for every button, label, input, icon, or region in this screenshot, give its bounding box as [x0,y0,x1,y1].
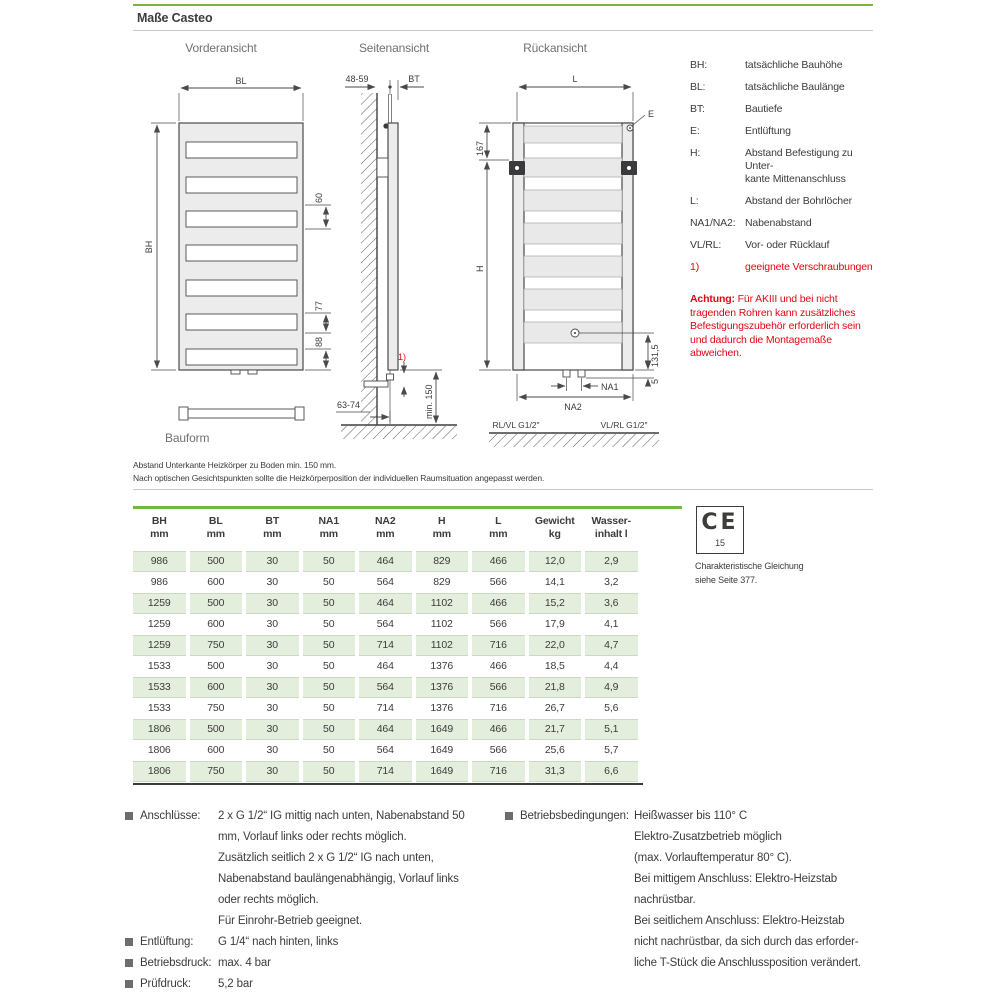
table-cell: 50 [323,618,335,630]
label-rlvl: RL/VL G1/2″ [492,420,540,430]
legend-item [690,81,875,94]
page-title: Maße Casteo [137,11,213,25]
table-cell: 4,7 [585,635,638,656]
legend-desc [745,239,875,252]
spec-value-line: nicht nachrüstbar, da sich durch das erforder- [634,936,859,948]
table-cell: 30 [246,761,299,782]
legend-desc [745,261,875,274]
dim-label-88: 88 [314,336,324,347]
legend-desc [745,217,875,230]
table-cell: 466 [472,551,525,572]
table-cell: 12,0 [529,551,582,572]
header-line-2: mm [376,528,395,540]
table-cell: 1102 [416,593,469,614]
bullet-square-icon [125,812,133,820]
table-cell: 30 [246,635,299,656]
label-vlrl: VL/RL G1/2″ [600,420,648,430]
table-cell: 30 [266,744,278,756]
table-row [133,572,643,593]
technical-drawings [120,60,690,450]
spec-value-line: Heißwasser bis 110° C [634,810,748,822]
header-line-1: L [495,515,502,527]
legend-item [690,239,875,252]
legend-item [690,59,875,72]
legend-term: BT: [690,103,705,115]
table-cell: 464 [359,593,412,614]
dim-label-1315: 131,5 [650,344,660,367]
table-cell: 564 [376,744,394,756]
dim-label-5: 5 [650,378,660,384]
table-cell: 1102 [416,635,469,656]
table-cell: 1806 [133,761,186,782]
table-cell: 4,4 [604,660,619,672]
table-cell: 1649 [416,719,469,740]
table-cell: 716 [489,702,507,714]
table-cell: 566 [472,677,525,698]
header-divider [133,30,873,31]
header-line-2: mm [206,528,225,540]
table-cell: 50 [323,744,335,756]
spec-value [218,806,500,932]
table-cell: 716 [472,761,525,782]
table-cell: 600 [207,618,225,630]
spec-value-line: Zusätzlich seitlich 2 x G 1/2“ IG nach unten, [218,852,434,864]
table-cell: 829 [416,551,469,572]
header-line-2: mm [489,528,508,540]
table-cell: 500 [190,719,243,740]
dim-label-na2: NA2 [564,402,582,412]
ce-note-line: siehe Seite 377. [695,574,758,585]
table-row [133,635,643,656]
specs-column-left [125,806,500,995]
table-cell: 566 [489,744,507,756]
table-cell: 714 [359,761,412,782]
table-cell: 30 [246,719,299,740]
legend-desc-line: Bautiefe [745,103,783,115]
dim-label-e: E [648,109,655,119]
table-cell: 18,5 [544,660,565,672]
legend-desc-line: tatsächliche Bauhöhe [745,59,843,71]
table-cell: 30 [246,551,299,572]
top-accent-rule [133,4,873,6]
table-cell: 50 [303,551,356,572]
table-header-cell [416,515,469,541]
legend-desc-line: tatsächliche Baulänge [745,81,845,93]
table-cell: 30 [266,702,278,714]
table-cell: 564 [376,618,394,630]
header-line-1: Wasser- [591,515,631,527]
spec-label: Anschlüsse: [140,810,201,822]
table-header-cell [303,515,356,541]
legend-term: VL/RL: [690,239,722,251]
table-cell: 566 [489,618,507,630]
header-line-2: mm [432,528,451,540]
spec-label: Prüfdruck: [140,978,191,990]
dim-label-77: 77 [314,300,324,311]
spec-value-line: mm, Vorlauf links oder rechts möglich. [218,831,407,843]
table-row [133,551,643,572]
spec-label: Betriebsdruck: [140,957,212,969]
footnote-line: Nach optischen Gesichtspunkten sollte die Heizkörperposition der individuellen Raumsituation angepasst werden. [133,472,545,483]
dimensions-table [133,511,643,782]
spec-value-line: Für Einrohr-Betrieb geeignet. [218,915,362,927]
table-cell: 564 [359,677,412,698]
header-line-2: kg [548,528,561,540]
legend-term: E: [690,125,700,137]
table-cell: 5,7 [604,744,619,756]
table-cell: 750 [190,635,243,656]
table-cell: 466 [472,593,525,614]
table-cell: 21,7 [529,719,582,740]
table-cell: 4,9 [585,677,638,698]
table-row [133,614,643,635]
legend-desc-line: Nabenabstand [745,217,812,229]
dim-label-bl: BL [235,76,247,86]
header-line-2: mm [319,528,338,540]
table-cell: 1259 [147,618,171,630]
legend-term: L: [690,195,699,207]
table-cell: 714 [376,702,394,714]
table-cell: 986 [150,576,168,588]
table-cell: 50 [323,660,335,672]
table-cell: 50 [303,677,356,698]
table-row [133,677,643,698]
table-cell: 50 [303,719,356,740]
table-cell: 464 [359,551,412,572]
table-cell: 986 [133,551,186,572]
table-cell: 30 [246,593,299,614]
legend-term: H: [690,147,701,159]
table-cell: 1533 [147,702,171,714]
header-line-1: BL [208,515,223,527]
table-cell: 564 [376,576,394,588]
ce-mark-number: 15 [715,538,725,548]
table-cell: 1806 [147,744,171,756]
legend-term: 1) [690,261,700,273]
spec-value [218,974,500,995]
dim-label-167: 167 [475,140,485,156]
spec-label: Entlüftung: [140,936,194,948]
legend-item [690,147,875,186]
table-header-cell [472,515,525,541]
table-cell: 466 [489,660,507,672]
table-header-cell [133,515,186,541]
table-cell: 14,1 [544,576,565,588]
table-cell: 50 [323,576,335,588]
legend-item [690,103,875,116]
dim-label-60: 60 [314,192,324,203]
spec-value-line: Nabenabstand baulängenabhängig, Vorlauf links [218,873,459,885]
attention-text: Für AKIII und bei nicht tragenden Rohren kann zusätzliches Befestigungszubehör erforderlich sein und dadurch die Montagemaße abweichen. [690,293,861,359]
table-cell: 464 [359,719,412,740]
table-cell: 1649 [430,744,454,756]
table-cell: 750 [207,702,225,714]
table-cell: 31,3 [529,761,582,782]
table-row [133,593,643,614]
table-cell: 6,6 [585,761,638,782]
bullet-square-icon [125,938,133,946]
side-view-drawing [336,74,457,439]
spec-value-line: Bei mittigem Anschluss: Elektro-Heizstab [634,873,837,885]
spec-value [218,932,500,953]
section-divider [133,489,873,490]
table-cell: 2,9 [585,551,638,572]
legend-desc-line: Abstand Befestigung zu Unter- [745,147,853,172]
header-line-2: inhalt l [594,528,628,540]
table-cell: 15,2 [529,593,582,614]
table-header-cell [585,515,638,541]
spec-item [125,953,500,974]
back-view-title: Rückansicht [523,41,587,55]
bullet-square-icon [125,959,133,967]
header-line-1: BH [151,515,167,527]
table-cell: 1376 [430,702,454,714]
table-cell: 30 [266,660,278,672]
legend-desc-line: Entlüftung [745,125,791,137]
front-view-title: Vorderansicht [185,41,257,55]
spec-value-line: oder rechts möglich. [218,894,319,906]
dim-label-6374: 63-74 [337,400,361,410]
table-cell: 829 [433,576,451,588]
legend-desc [745,59,875,72]
table-cell: 1376 [430,660,454,672]
table-cell: 500 [190,593,243,614]
table-cell: 1533 [133,677,186,698]
legend-desc [745,195,875,208]
footnotes [133,459,544,484]
spec-value-line: 2 x G 1/2“ IG mittig nach unten, Nabenabstand 50 [218,810,465,822]
table-cell: 1259 [133,635,186,656]
table-cell: 30 [266,576,278,588]
table-cell: 50 [303,761,356,782]
header-line-1: NA2 [374,515,396,527]
spec-value-line: Bei seitlichem Anschluss: Elektro-Heizstab [634,915,845,927]
spec-value-line: Elektro-Zusatzbetrieb möglich [634,831,782,843]
table-header [133,511,643,551]
footnote-ref-1: 1) [398,352,407,362]
table-row [133,761,643,782]
table-cell: 600 [207,744,225,756]
table-row [133,719,643,740]
legend-desc [745,125,875,138]
attention-heading: Achtung: [690,293,735,305]
table-cell: 1259 [133,593,186,614]
dim-label-bt: BT [408,74,420,84]
dim-label-l: L [572,74,578,84]
dim-label-na1: NA1 [601,382,619,392]
header-line-1: Gewicht [534,515,575,527]
table-cell: 22,0 [529,635,582,656]
table-cell: 1806 [133,719,186,740]
table-cell: 466 [472,719,525,740]
table-cell: 50 [323,702,335,714]
legend-term: BL: [690,81,706,93]
table-cell: 5,1 [585,719,638,740]
table-cell: 600 [207,576,225,588]
table-cell: 566 [489,576,507,588]
table-cell: 25,6 [544,744,565,756]
table-cell: 716 [472,635,525,656]
table-header-cell [190,515,243,541]
table-cell: 26,7 [544,702,565,714]
legend-desc [745,103,875,116]
spec-value-line: (max. Vorlauftemperatur 80° C). [634,852,792,864]
footnote-line: Abstand Unterkante Heizkörper zu Boden min. 150 mm. [133,460,337,470]
table-cell: 17,9 [544,618,565,630]
dim-label-bh: BH [144,240,154,254]
table-cell: 4,1 [604,618,619,630]
table-header-cell [246,515,299,541]
table-cell: 1102 [430,618,453,630]
legend-desc-line: Abstand der Bohrlöcher [745,195,853,207]
legend-desc-line: kante Mittenanschluss [745,173,846,185]
legend-item [690,195,875,208]
ce-mark-letters: CE [701,510,739,535]
table-cell: 500 [207,660,225,672]
spec-value [218,953,500,974]
legend-item [690,125,875,138]
table-cell: 30 [246,677,299,698]
table-cell: 3,2 [604,576,619,588]
spec-value-line: liche T-Stück die Anschlussposition verändert. [634,957,861,969]
spec-value-line: nachrüstbar. [634,894,696,906]
table-cell: 1533 [147,660,171,672]
specs-column-right [505,806,895,974]
legend-desc [745,81,875,94]
table-bottom-rule [133,783,643,785]
bauform-label: Bauform [165,431,210,445]
table-cell: 750 [190,761,243,782]
table-cell: 464 [376,660,394,672]
spec-item [125,932,500,953]
header-line-2: mm [150,528,169,540]
spec-value-line: max. 4 bar [218,957,271,969]
bullet-square-icon [125,980,133,988]
header-line-1: H [438,515,446,527]
table-cell: 50 [303,635,356,656]
table-cell: 1649 [416,761,469,782]
side-view-title: Seitenansicht [358,41,430,55]
table-top-rule [133,506,682,509]
table-row [133,698,643,719]
dim-label-min150: min. 150 [424,384,434,419]
table-header-cell [359,515,412,541]
header-line-2: mm [263,528,282,540]
table-cell: 5,6 [604,702,619,714]
table-cell: 50 [303,593,356,614]
header-line-1: NA1 [318,515,340,527]
bullet-square-icon [505,812,513,820]
table-row [133,740,643,761]
spec-value-line: G 1/4“ nach hinten, links [218,936,339,948]
header-line-1: BT [265,515,280,527]
table-cell: 30 [266,618,278,630]
table-cell: 3,6 [585,593,638,614]
table-row [133,656,643,677]
legend [690,59,875,283]
spec-label: Betriebsbedingungen: [520,810,629,822]
ce-note [695,560,804,587]
legend-desc-line: geeignete Verschraubungen [745,261,873,273]
spec-item [505,806,895,974]
dim-label-4859: 48-59 [345,74,369,84]
legend-item [690,217,875,230]
ce-note-line: Charakteristische Gleichung [695,561,804,571]
spec-value [634,806,895,974]
legend-desc-line: Vor- oder Rücklauf [745,239,830,251]
back-view-drawing [475,74,660,447]
legend-term: NA1/NA2: [690,217,736,229]
table-cell: 1376 [416,677,469,698]
dim-label-h: H [475,265,485,272]
legend-desc [745,147,875,186]
ce-mark [696,506,744,554]
front-view-drawing [144,76,331,420]
spec-value-line: 5,2 bar [218,978,253,990]
spec-item [125,974,500,995]
spec-item [125,806,500,932]
legend-item [690,261,875,274]
table-cell: 500 [190,551,243,572]
table-cell: 600 [190,677,243,698]
table-cell: 21,8 [529,677,582,698]
legend-term: BH: [690,59,708,71]
table-header-cell [529,515,582,541]
table-cell: 714 [359,635,412,656]
attention-note [690,293,870,361]
